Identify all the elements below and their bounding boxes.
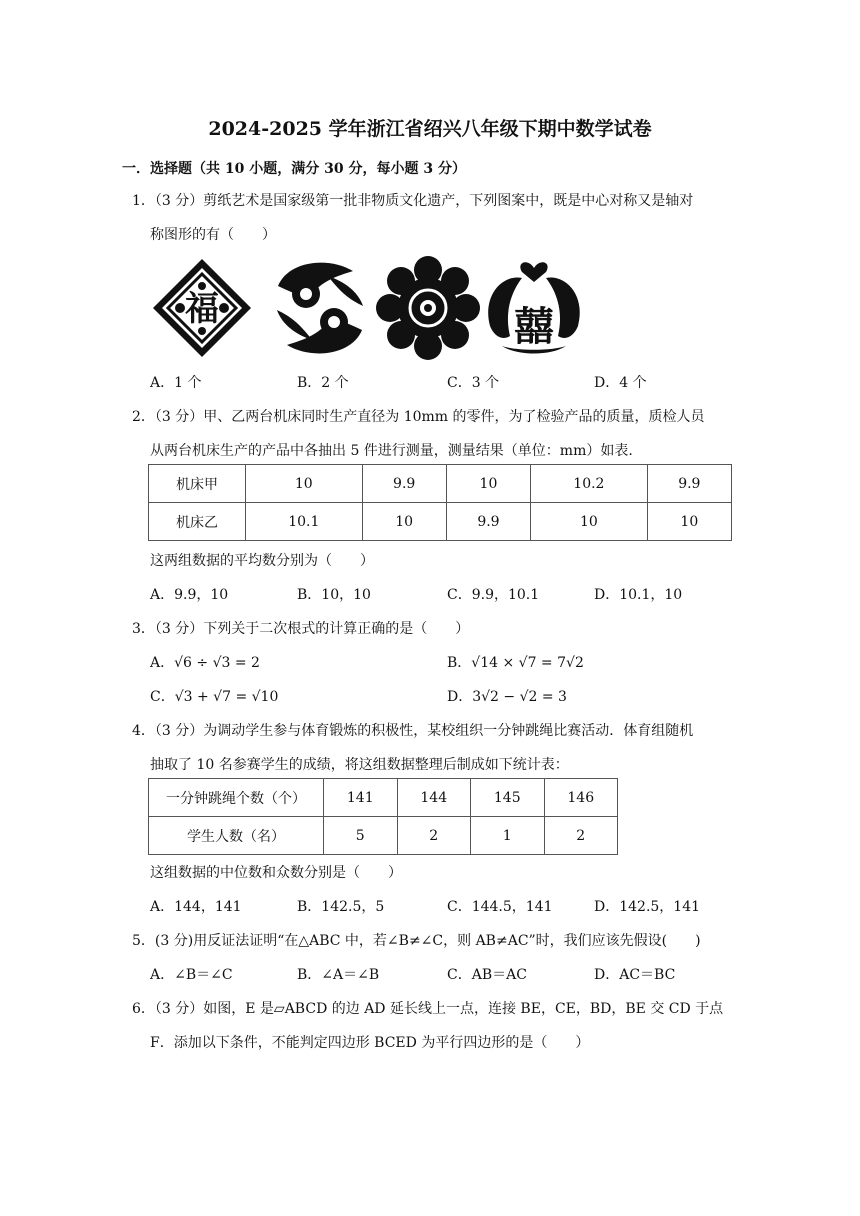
q2-option-c: C．9.9，10.1 — [447, 587, 540, 603]
section-heading: 一．选择题（共 10 小题，满分 30 分，每小题 3 分） — [122, 161, 466, 177]
table-cell: 学生人数（名） — [149, 817, 324, 855]
q5-option-b: B．∠A＝∠B — [297, 967, 380, 983]
q3-option-c: C．√3 + √7 = √10 — [150, 689, 279, 705]
q1-stem-line1: 1．（3 分）剪纸艺术是国家级第一批非物质文化遗产，下列图案中，既是中心对称又是轴对 — [132, 193, 694, 209]
q1-stem-line2: 称图形的有（ ） — [150, 227, 276, 243]
table-cell: 10 — [647, 503, 731, 541]
table-cell: 10 — [362, 503, 446, 541]
q4-option-a: A．144，141 — [150, 899, 242, 915]
table-cell: 9.9 — [647, 465, 731, 503]
q3-option-d: D．3√2 − √2 = 3 — [447, 689, 567, 705]
q4-stem-line1: 4．（3 分）为调动学生参与体育锻炼的积极性，某校组织一分钟跳绳比赛活动．体育组随机 — [132, 723, 694, 739]
q2-stem-line1: 2．（3 分）甲、乙两台机床同时生产直径为 10mm 的零件，为了检验产品的质量，质检人员 — [132, 409, 705, 425]
table-cell: 146 — [544, 779, 618, 817]
q2-question: 这两组数据的平均数分别为（ ） — [150, 553, 374, 569]
table-cell: 145 — [471, 779, 545, 817]
q5-option-d: D．AC＝BC — [594, 967, 676, 983]
table-cell: 1 — [471, 817, 545, 855]
table-cell: 2 — [544, 817, 618, 855]
q2-option-b: B．10，10 — [297, 587, 371, 603]
table-row — [149, 465, 732, 503]
q4-data-table — [148, 778, 618, 855]
table-cell: 10.1 — [246, 503, 363, 541]
q2-data-table — [148, 464, 732, 541]
q1-option-b: B．2 个 — [297, 375, 349, 391]
q3-option-b: B．√14 × √7 = 7√2 — [447, 655, 584, 671]
q1-option-c: C．3 个 — [447, 375, 500, 391]
table-row — [149, 503, 732, 541]
q5-option-c: C．AB＝AC — [447, 967, 527, 983]
table-row — [149, 779, 618, 817]
papercut-fish-image — [273, 261, 367, 355]
exam-title: 2024-2025 学年浙江省绍兴八年级下期中数学试卷 — [208, 118, 652, 140]
q3-stem: 3．（3 分）下列关于二次根式的计算正确的是（ ） — [132, 621, 470, 637]
papercut-flower-image — [376, 256, 480, 360]
q1-option-a: A．1 个 — [150, 375, 202, 391]
table-cell: 机床乙 — [149, 503, 246, 541]
table-cell: 10 — [446, 465, 530, 503]
table-cell: 9.9 — [446, 503, 530, 541]
table-cell: 5 — [324, 817, 398, 855]
q3-option-a: A．√6 ÷ √3 = 2 — [150, 655, 260, 671]
xi-character: 囍 — [514, 303, 554, 350]
q2-stem-line2: 从两台机床生产的产品中各抽出 5 件进行测量，测量结果（单位：mm）如表. — [150, 443, 633, 459]
table-cell: 一分钟跳绳个数（个） — [149, 779, 324, 817]
q5-option-a: A．∠B＝∠C — [150, 967, 233, 983]
q4-question: 这组数据的中位数和众数分别是（ ） — [150, 865, 402, 881]
papercut-figures — [150, 256, 590, 362]
table-cell: 10 — [246, 465, 363, 503]
q4-stem-line2: 抽取了 10 名参赛学生的成绩，将这组数据整理后制成如下统计表： — [150, 757, 569, 773]
table-cell: 10.2 — [531, 465, 648, 503]
table-cell: 2 — [397, 817, 471, 855]
table-cell: 9.9 — [362, 465, 446, 503]
q5-stem: 5．(3 分)用反证法证明“在△ABC 中，若∠B≠∠C，则 AB≠AC”时，我们应该先假设( ) — [132, 933, 701, 949]
q1-option-d: D．4 个 — [594, 375, 647, 391]
table-cell: 141 — [324, 779, 398, 817]
table-cell: 机床甲 — [149, 465, 246, 503]
papercut-xi-image — [488, 262, 580, 353]
q6-stem-line1: 6．（3 分）如图，E 是▱ABCD 的边 AD 延长线上一点，连接 BE，CE，BD，BE 交 CD 于点 — [132, 1001, 724, 1017]
q2-option-a: A．9.9，10 — [150, 587, 229, 603]
q6-stem-line2: F．添加以下条件，不能判定四边形 BCED 为平行四边形的是（ ） — [150, 1035, 590, 1051]
fu-character: 福 — [185, 289, 219, 329]
q4-option-b: B．142.5，5 — [297, 899, 385, 915]
papercut-fu-image — [153, 259, 251, 357]
q4-option-c: C．144.5，141 — [447, 899, 553, 915]
table-row — [149, 817, 618, 855]
table-cell: 10 — [531, 503, 648, 541]
q4-option-d: D．142.5，141 — [594, 899, 701, 915]
q2-option-d: D．10.1，10 — [594, 587, 683, 603]
table-cell: 144 — [397, 779, 471, 817]
